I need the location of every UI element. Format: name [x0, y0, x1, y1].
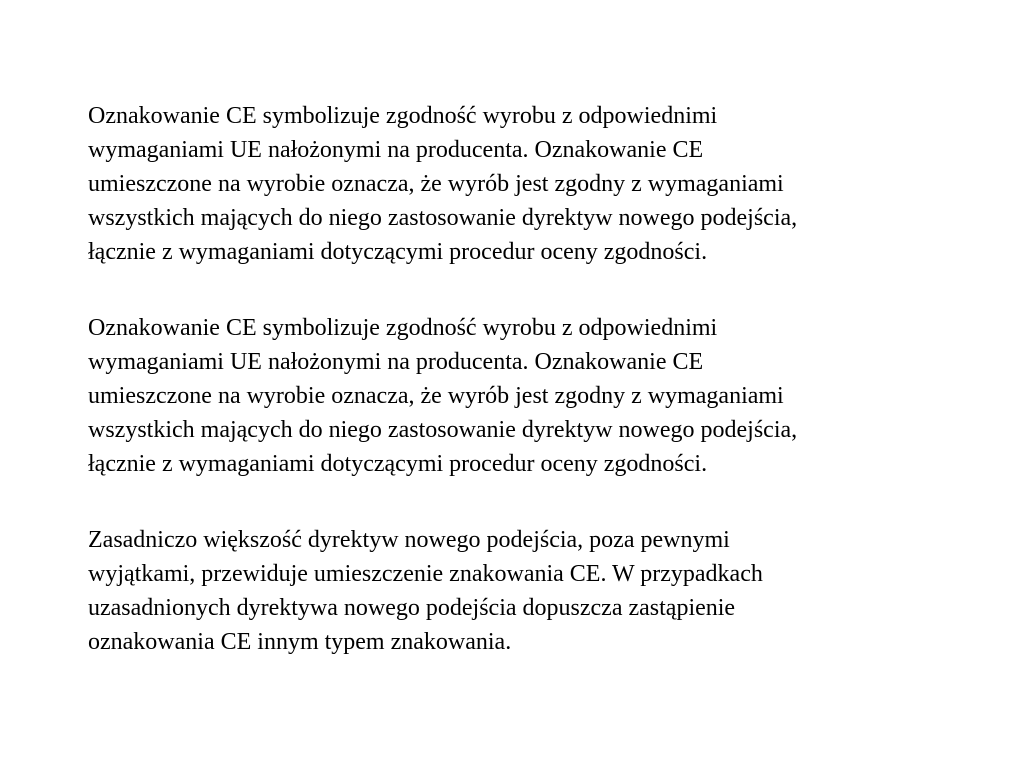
- text-body: [88, 99, 948, 659]
- paragraph-2: Oznakowanie CE symbolizuje zgodność wyrobu z odpowiednimi wymaganiami UE nałożonymi na producenta. Oznakowanie CE umieszczone na wyrobie oznacza, że wyrób jest zgodny z wymaganiami wszystkich mających do niego zastosowanie dyrektyw nowego podejścia, łącznie z wymaganiami dotyczącymi procedur oceny zgodności.: [88, 315, 798, 477]
- paragraph-1: Oznakowanie CE symbolizuje zgodność wyrobu z odpowiednimi wymaganiami UE nałożonymi na producenta. Oznakowanie CE umieszczone na wyrobie oznacza, że wyrób jest zgodny z wymaganiami wszystkich mających do niego zastosowanie dyrektyw nowego podejścia, łącznie z wymaganiami dotyczącymi procedur oceny zgodności.: [88, 103, 798, 265]
- paragraph-3: Zasadniczo większość dyrektyw nowego podejścia, poza pewnymi wyjątkami, przewiduje umieszczenie znakowania CE. W przypadkach uzasadnionych dyrektywa nowego podejścia dopuszcza zastąpienie oznakowania CE innym typem znakowania.: [88, 527, 763, 655]
